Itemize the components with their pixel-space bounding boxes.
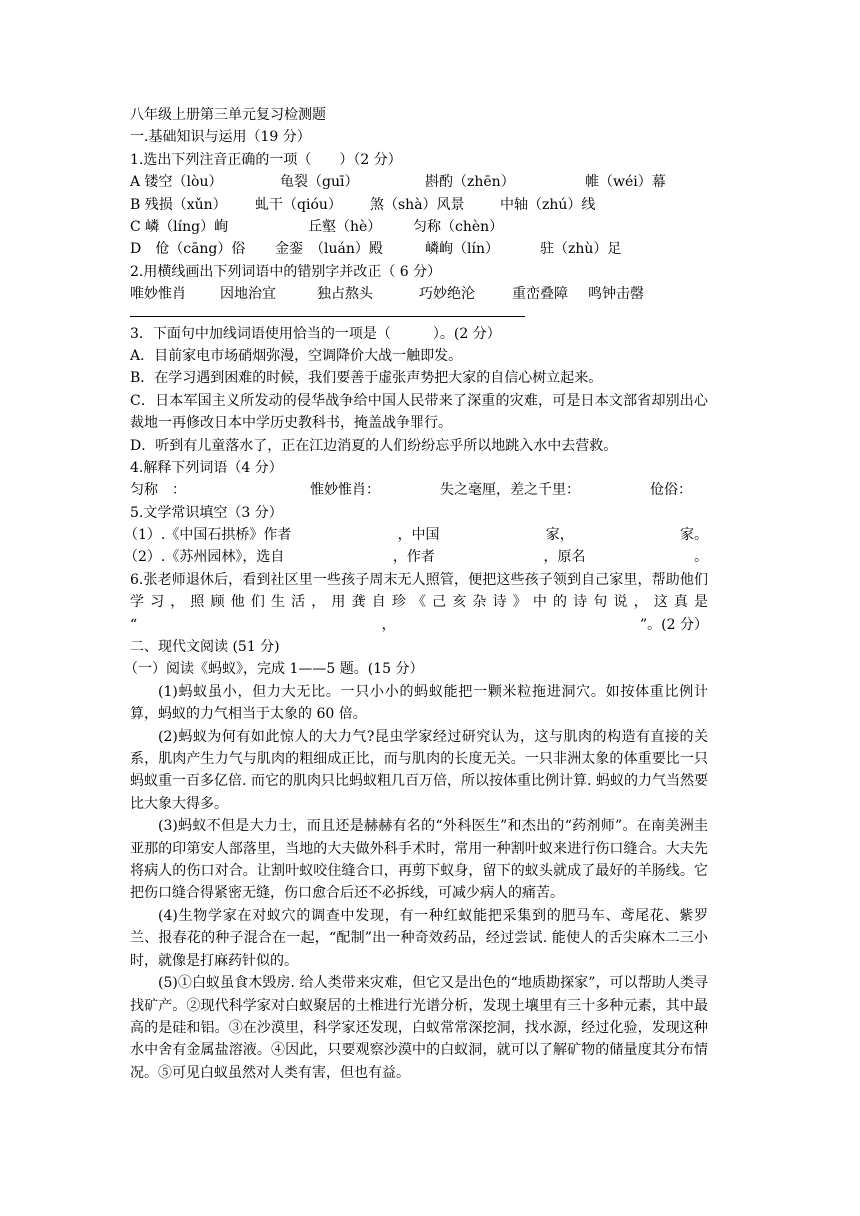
option-text: 中轴（zhú）线 bbox=[500, 196, 596, 213]
passage-paragraph-1: (1)蚂蚁虽小，但力大无比。一只小小的蚂蚁能把一颗米粒拖进洞穴。如按体重比例计算，蚂蚁的力气相当于太象的 60 倍。 bbox=[130, 683, 708, 723]
question-1-option-d bbox=[130, 238, 708, 260]
question-3-option-c: C．日本军国主义所发动的侵华战争给中国人民带来了深重的灾难，可是日本文部省却别出心裁地一再修改日本中学历史教科书，掩盖战争罪行。 bbox=[130, 392, 708, 432]
question-5-line-1 bbox=[124, 524, 708, 546]
fill-text: ，原名 bbox=[543, 549, 586, 566]
option-text: 嶙峋（lín） bbox=[425, 241, 499, 258]
fill-text: （1）.《中国石拱桥》作者 bbox=[124, 527, 292, 544]
quote-comma: ， bbox=[381, 616, 396, 633]
option-text: 丘壑（hè） bbox=[308, 218, 382, 235]
option-text: C 嶙（líng）峋 bbox=[130, 218, 229, 235]
word: 重峦叠障 bbox=[512, 286, 568, 303]
question-4-terms bbox=[130, 479, 708, 501]
term: 伧俗： bbox=[650, 482, 692, 499]
question-6-text: 6.张老师退休后，看到社区里一些孩子周末无人照管，便把这些孩子领到自己家里，帮助他们学习，照顾他们生活，用龚自珍《己亥杂诗》中的诗句说，这真是 bbox=[130, 571, 708, 611]
option-text: 斟酌（zhēn） bbox=[425, 174, 515, 191]
quote-close: ”。(2 分） bbox=[640, 616, 708, 633]
option-text: 煞（shà）风景 bbox=[370, 196, 465, 213]
question-5-line-2 bbox=[124, 546, 708, 568]
section-heading-2: 二、现代文阅读 (51 分) bbox=[130, 639, 280, 656]
term: 匀称 ： bbox=[130, 482, 186, 499]
term: 惟妙惟肖： bbox=[310, 482, 380, 499]
exam-title: 八年级上册第三单元复习检测题 bbox=[130, 107, 326, 123]
option-text: 金銮 （luán）殿 bbox=[275, 241, 383, 258]
fill-text: 。 bbox=[694, 549, 708, 566]
question-1-stem: 1.选出下列注音正确的一项（ ）（2 分） bbox=[130, 151, 402, 168]
passage-paragraph-4: (4)生物学家在对蚁穴的调查中发现，有一种红蚁能把采集到的肥马车、鸢尾花、紫罗兰、报春花的种子混合在一起，“配制”出一种奇效药品，经过尝试. 能使人的舌尖麻木二三小时，就像是打麻药针似的。 bbox=[130, 907, 708, 969]
section-heading: 一.基础知识与运用（19 分） bbox=[130, 129, 311, 146]
question-4-stem: 4.解释下列词语（4 分） bbox=[130, 459, 283, 476]
word: 因地治宜 bbox=[220, 286, 276, 303]
exam-page bbox=[124, 104, 708, 1084]
fill-text: （2）.《苏州园林》，选自 bbox=[124, 549, 285, 566]
question-3-option-a: A．目前家电市场硝烟弥漫，空调降价大战一触即发。 bbox=[130, 347, 463, 364]
answer-line bbox=[130, 316, 525, 317]
quote-open: “ bbox=[130, 616, 138, 633]
option-text: 龟裂（guī） bbox=[280, 174, 359, 191]
fill-text: ，作者 bbox=[392, 549, 435, 566]
option-text: D 伧（cāng）俗 bbox=[130, 241, 246, 258]
option-text: B 残损（xǔn） bbox=[130, 196, 227, 213]
option-text: 匀称（chèn） bbox=[413, 218, 504, 235]
question-1-option-a bbox=[130, 171, 708, 193]
fill-text: 家。 bbox=[679, 527, 708, 544]
option-text: 虬干（qióu） bbox=[255, 196, 342, 213]
fill-text: ，中国 bbox=[397, 527, 440, 544]
option-text: A 镂空（lòu） bbox=[130, 174, 223, 191]
word: 唯妙惟肖 bbox=[130, 286, 186, 303]
question-5-stem: 5.文学常识填空（3 分） bbox=[130, 504, 283, 521]
question-2-stem: 2.用横线画出下列词语中的错别字并改正（ 6 分） bbox=[130, 263, 442, 280]
option-text: 帷（wéi）幕 bbox=[585, 174, 666, 191]
word: 巧妙绝沦 bbox=[419, 286, 475, 303]
question-3-option-b: B．在学习遇到困难的时候，我们要善于虚张声势把大家的自信心树立起来。 bbox=[130, 370, 603, 387]
passage-paragraph-2: (2)蚂蚁为何有如此惊人的大力气?昆虫学家经过研究认为，这与肌肉的构造有直接的关系，肌肉产生力气与肌肉的粗细成正比，而与肌肉的长度无关。一只非洲太象的体重要比一只蚂蚁重一百多亿倍. 而它的肌肉只比蚂蚁粗几百万倍，所以按体重比例计算. 蚂蚁的力气当然要比大象大得多。 bbox=[130, 728, 708, 812]
question-1-option-b bbox=[130, 194, 708, 216]
question-6-blanks bbox=[130, 614, 708, 636]
word: 独占熬头 bbox=[317, 286, 373, 303]
reading-subheading: （一）阅读《蚂蚁》，完成 1——5 题。(15 分） bbox=[124, 661, 424, 678]
question-3-option-d: D．听到有儿童落水了，正在江边消夏的人们纷纷忘乎所以地跳入水中去营救。 bbox=[130, 437, 618, 454]
word: 鸣钟击罄 bbox=[588, 286, 644, 303]
question-1-option-c bbox=[130, 216, 708, 238]
passage-paragraph-5: (5)①白蚁虽食木毁房. 给人类带来灾难，但它又是出色的“地质勘探家”，可以帮助人类寻找矿产。②现代科学家对白蚁聚居的土椎进行光谱分析，发现土壤里有三十多种元素，其中最高的是硅和铝。③在沙漠里，科学家还发现，白蚁常常深挖洞，找水源，经过化验，发现这种水中舍有金属盐溶液。④因此，只要观察沙漠中的白蚁洞，就可以了解矿物的储量度其分布情况。⑤可见白蚁虽然对人类有害，但也有益。 bbox=[130, 975, 708, 1081]
question-3-stem: 3．下面句中加线词语使用恰当的一项是（ ）。(2 分） bbox=[130, 325, 501, 342]
option-text: 驻（zhù）足 bbox=[540, 241, 622, 258]
fill-text: 家， bbox=[545, 527, 574, 544]
passage-paragraph-3: (3)蚂蚁不但是大力士，而且还是赫赫有名的“外科医生”和杰出的“药剂师”。在南美洲圭亚那的印第安人部落里，当地的大夫做外科手术时，常用一种割叶蚁来进行伤口缝合。大夫先将病人的伤口对合。让割叶蚁咬住缝合口，再剪下蚁身，留下的蚁头就成了最好的羊肠线。它把伤口缝合得紧密无缝，伤口愈合后还不必拆线，可减少病人的痛苦。 bbox=[130, 818, 708, 902]
question-2-words bbox=[130, 283, 708, 305]
term: 失之毫厘，差之千里： bbox=[440, 482, 580, 499]
